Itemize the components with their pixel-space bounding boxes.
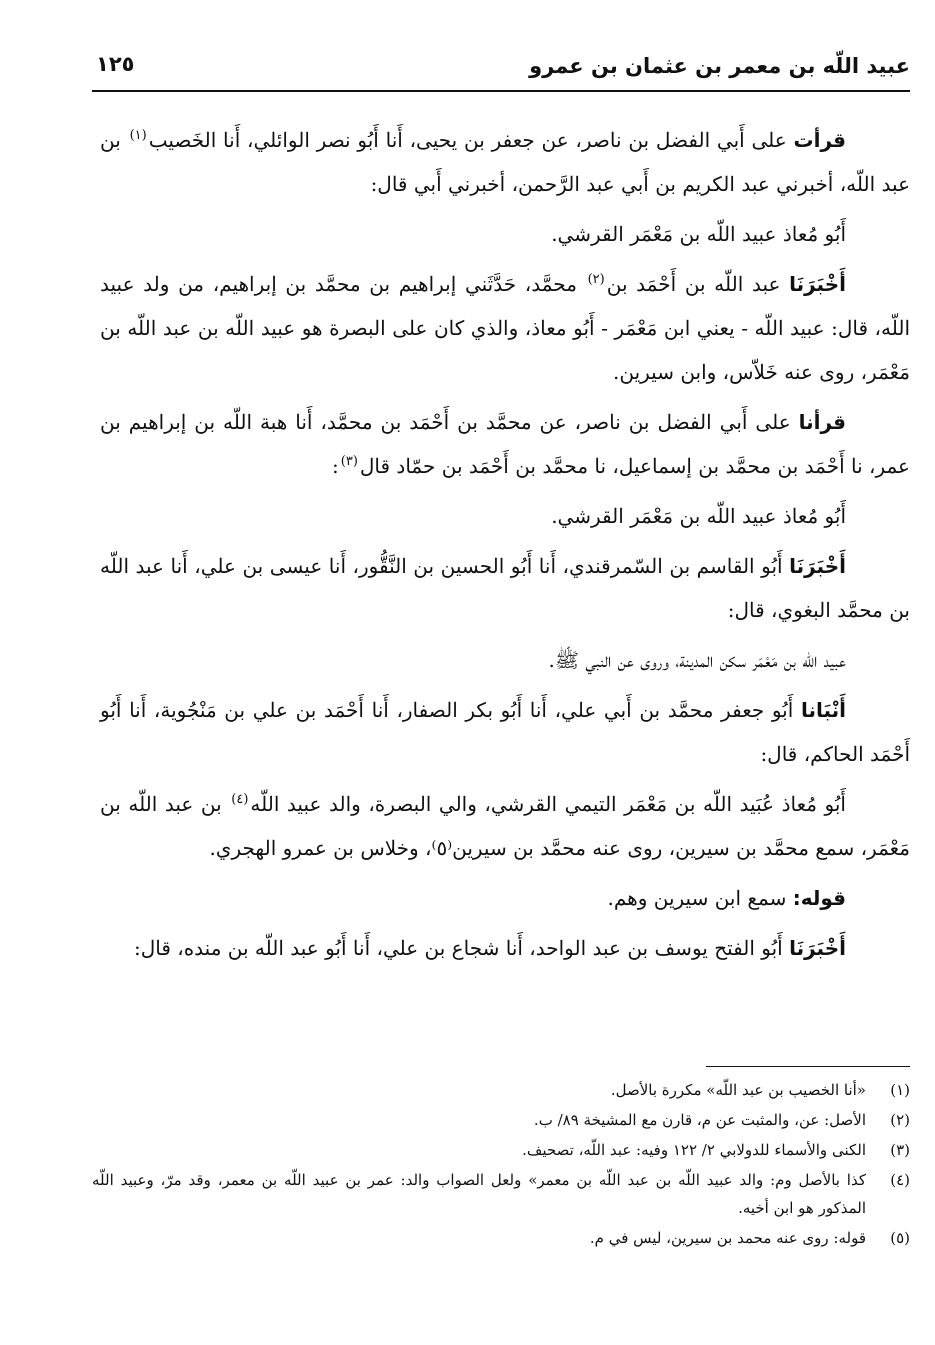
footnote-ref: (٤) — [231, 792, 249, 808]
footnotes — [92, 1074, 910, 1254]
footnote-text: الأصل: عن، والمثبت عن م، قارن مع المشيخة ٨٩/ ب. — [533, 1111, 866, 1129]
footnote-text: الكنى والأسماء للدولابي ٢/ ١٢٢ وفيه: عبد اللّه، تصحيف. — [522, 1141, 866, 1159]
footnote-text: قوله: روى عنه محمد بن سيرين، ليس في م. — [589, 1229, 866, 1247]
paragraph-lead: أَخْبَرَنَا — [789, 936, 846, 960]
paragraph-text: أَبُو مُعاذ عبيد اللّه بن مَعْمَر القرشي. — [551, 504, 846, 528]
paragraph — [100, 494, 910, 538]
paragraph — [100, 782, 910, 870]
paragraph — [100, 400, 910, 488]
paragraph-text: أَبُو الفتح يوسف بن عبد الواحد، أَنا شجاع بن علي، أَنا أَبُو عبد اللّه بن منده، قال: — [133, 936, 790, 960]
paragraph — [100, 876, 910, 920]
footnote-number: (١) — [890, 1081, 910, 1099]
running-title: عبيد اللّه بن معمر بن عثمان بن عمرو — [529, 54, 910, 78]
footnote-ref: (٣) — [340, 454, 358, 470]
paragraph — [100, 262, 910, 394]
footnote-number: (٢) — [890, 1111, 910, 1129]
footnote-text: كذا بالأصل وم: والد عبيد اللّه بن عبد اللّه بن معمر» ولعل الصواب والد: عمر بن عبيد اللّه بن معمر، وقد مرّ، وعبيد اللّه المذكور هو ابن أخيه. — [92, 1171, 866, 1217]
footnote — [92, 1224, 910, 1252]
paragraph-text: عبيد اللّه بن مَعْمَر سكن المدينة، وروى عن النبي ﷺ. — [548, 648, 846, 672]
paragraph-text: أَبُو القاسم بن السّمرقندي، أَنا أَبُو الحسين بن النَّقُّور، أَنا عيسى بن علي، أَنا عبد اللّه بن محمَّد البغوي، قال: — [100, 554, 910, 622]
paragraph-text: بن عبد اللّه بن مَعْمَر، سمع محمَّد بن سيرين، روى عنه محمَّد بن سيرين⁽٥⁾، وخلاس بن عمرو الهجري. — [100, 792, 910, 860]
paragraph — [100, 212, 910, 256]
paragraph-text: على أَبي الفضل بن ناصر، عن جعفر بن يحيى، أَنا أَبُو نصر الوائلي، أَنا الخَصيب — [148, 128, 794, 152]
footnote-number: (٣) — [890, 1141, 910, 1159]
footnote-ref: (١) — [129, 128, 147, 144]
running-header — [92, 50, 910, 92]
footnote-number: (٥) — [890, 1229, 910, 1247]
main-text — [100, 118, 910, 976]
paragraph-text: أَبُو مُعاذ عبيد اللّه بن مَعْمَر القرشي. — [551, 222, 846, 246]
paragraph-lead: قوله: — [792, 886, 846, 910]
paragraph-lead: قرأنا — [798, 410, 846, 434]
paragraph-lead: أَخْبَرَنَا — [789, 554, 846, 578]
paragraph-lead: قرأت — [793, 128, 846, 152]
paragraph-text: سمع ابن سيرين وهم. — [607, 886, 793, 910]
footnote — [92, 1076, 910, 1104]
footnote-text: «أنا الخصيب بن عبد اللّه» مكررة بالأصل. — [610, 1081, 866, 1099]
paragraph — [100, 118, 910, 206]
page-number: ١٢٥ — [96, 52, 135, 76]
paragraph-lead: أَخْبَرَنَا — [789, 272, 846, 296]
footnote-number: (٤) — [890, 1171, 910, 1189]
paragraph-text: أَبُو جعفر محمَّد بن أَبي علي، أَنا أَبُو بكر الصفار، أَنا أَحْمَد بن علي بن مَنْجُوية، أَنا أَبُو أَحْمَد الحاكم، قال: — [100, 698, 910, 766]
footnote — [92, 1166, 910, 1222]
paragraph-text: بن عبد اللّه، أخبرني عبد الكريم بن أَبي عبد الرَّحمن، أخبرني أَبي قال: — [100, 128, 910, 196]
footnote — [92, 1136, 910, 1164]
footnote — [92, 1106, 910, 1134]
footnote-ref: (٢) — [587, 272, 605, 288]
paragraph — [100, 544, 910, 632]
paragraph — [100, 926, 910, 970]
paragraph-lead: أَنْبَانا — [800, 698, 847, 722]
paragraph-text: أَبُو مُعاذ عُبَيد اللّه بن مَعْمَر التيمي القرشي، والي البصرة، والد عبيد اللّه — [250, 792, 846, 816]
paragraph-text: محمَّد، حَدَّثَني إبراهيم بن محمَّد بن إبراهيم، من ولد عبيد اللّه، قال: عبيد اللّه - يعني ابن مَعْمَر - أَبُو معاذ، والذي كان على البصرة هو عبيد اللّه بن عبد اللّه بن مَعْمَر، روى عنه خَلاّس، وابن سيرين. — [100, 272, 910, 384]
paragraph-text: على أَبي الفضل بن ناصر، عن محمَّد بن أَحْمَد بن محمَّد، أَنا هبة اللّه بن إبراهيم بن عمر، نا أَحْمَد بن محمَّد بن إسماعيل، نا محمَّد بن أَحْمَد بن حمّاد قال — [100, 410, 910, 478]
footnote-divider — [706, 1066, 910, 1067]
paragraph — [100, 638, 910, 682]
paragraph-text: : — [332, 454, 339, 478]
paragraph — [100, 688, 910, 776]
paragraph-text: عبد اللّه بن أَحْمَد بن — [606, 272, 790, 296]
